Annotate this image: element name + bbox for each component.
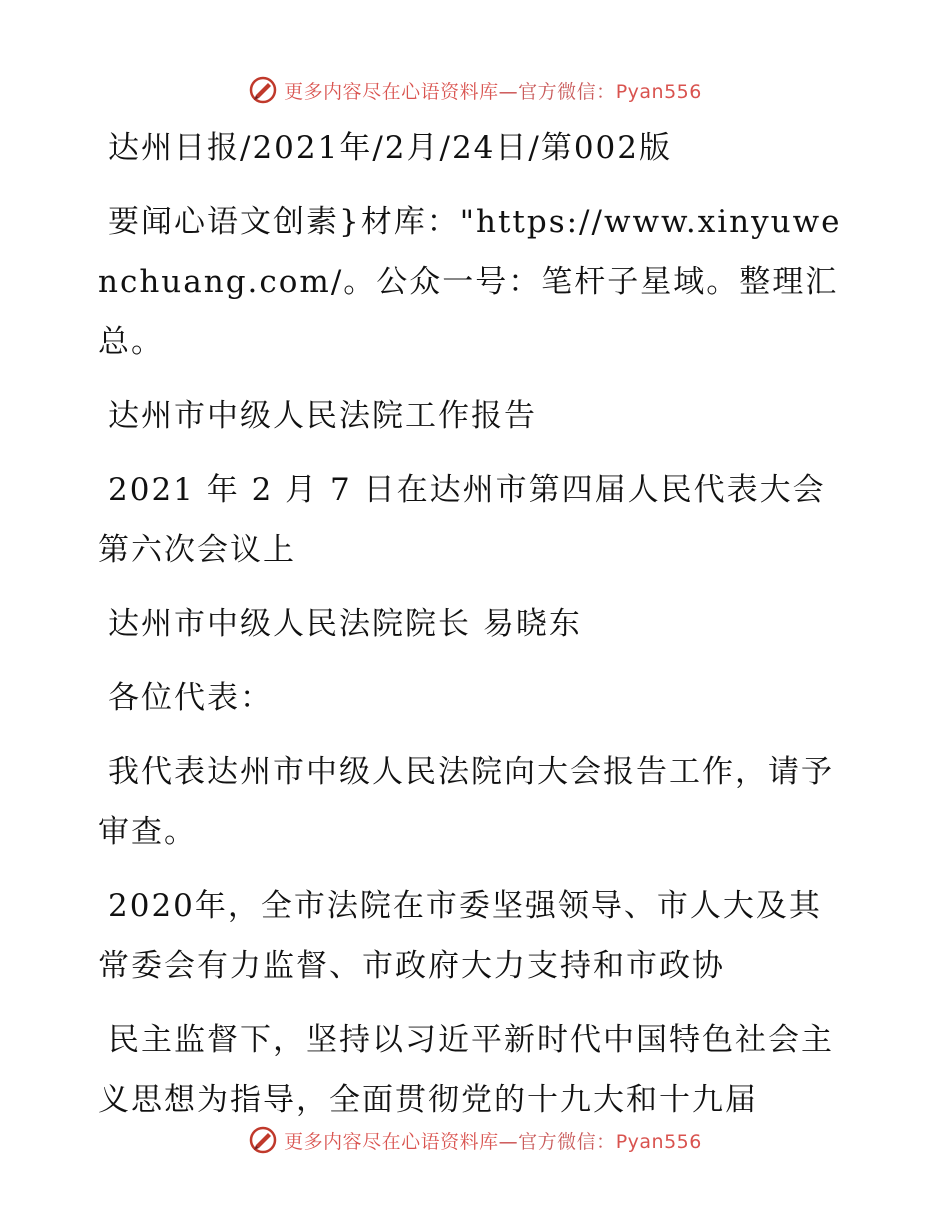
- banner-main-text: 更多内容尽在心语资料库: [284, 80, 499, 103]
- banner-dash: —: [498, 1130, 519, 1153]
- paragraph-material-note: 要闻心语文创素}材库："https://www.xinyuwenchuang.com/。公众一号：笔杆子星域。整理汇总。: [98, 204, 842, 360]
- banner-sub-text: 官方微信：: [518, 80, 616, 103]
- footer-watermark-banner: [0, 1120, 950, 1160]
- paragraph-salutation: 各位代表：: [108, 680, 273, 716]
- paragraph-meeting-date: 2021 年 2 月 7 日在达州市第四届人民代表大会第六次会议上: [98, 472, 826, 568]
- banner-text: [284, 77, 702, 104]
- pen-logo-icon: [248, 1125, 278, 1155]
- pen-logo-icon: [248, 75, 278, 105]
- paragraph-source-line: 达州日报/2021年/2月/24日/第002版: [108, 130, 673, 166]
- banner-dash: —: [498, 80, 519, 103]
- paragraph-body-1: 2020年，全市法院在市委坚强领导、市人大及其常委会有力监督、市政府大力支持和市政协: [98, 888, 822, 984]
- banner-handle: Pyan556: [615, 1130, 702, 1153]
- banner-text: [284, 1127, 702, 1154]
- banner-handle: Pyan556: [615, 80, 702, 103]
- paragraph-body-2: 民主监督下，坚持以习近平新时代中国特色社会主义思想为指导，全面贯彻党的十九大和十九届: [98, 1022, 834, 1118]
- paragraph-author: 达州市中级人民法院院长 易晓东: [108, 606, 582, 642]
- document-body: [98, 118, 848, 1144]
- banner-main-text: 更多内容尽在心语资料库: [284, 1130, 499, 1153]
- paragraph-report-title: 达州市中级人民法院工作报告: [108, 398, 537, 434]
- paragraph-intro: 我代表达州市中级人民法院向大会报告工作，请予审查。: [98, 754, 834, 850]
- banner-sub-text: 官方微信：: [518, 1130, 616, 1153]
- header-watermark-banner: [0, 70, 950, 110]
- banner-inner: [248, 1125, 702, 1155]
- banner-inner: [248, 75, 702, 105]
